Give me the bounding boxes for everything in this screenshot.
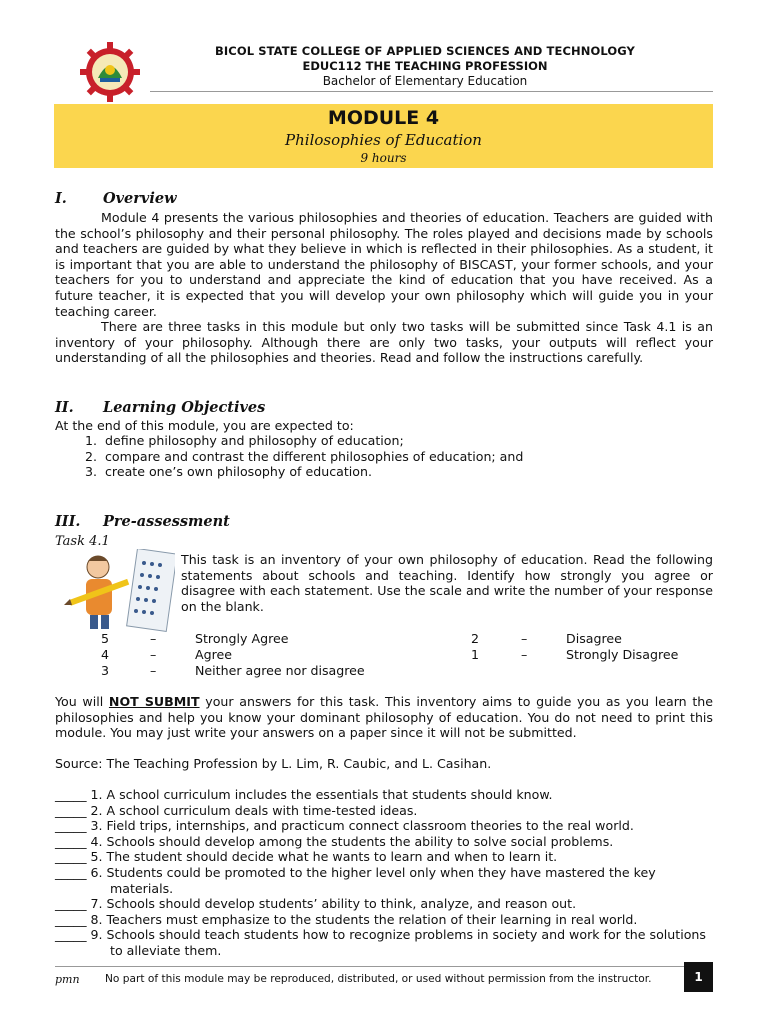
list-item: 2. compare and contrast the different philosophies of education; and bbox=[101, 449, 741, 465]
section-preassessment-heading bbox=[55, 513, 230, 530]
scale-dash: – bbox=[150, 647, 157, 662]
inventory-statements bbox=[55, 787, 713, 959]
course-title: EDUC112 THE TEACHING PROFESSION bbox=[302, 59, 548, 73]
scale-dash: – bbox=[150, 663, 157, 678]
scale-dash: – bbox=[150, 631, 157, 646]
section-title: Overview bbox=[103, 190, 177, 207]
source-citation: Source: The Teaching Profession by L. Lim, R. Caubic, and L. Casihan. bbox=[55, 756, 492, 771]
scale-number: 3 bbox=[101, 663, 110, 678]
scale-dash: – bbox=[521, 631, 528, 646]
objectives-intro: At the end of this module, you are expected to: bbox=[55, 418, 354, 433]
list-item bbox=[55, 896, 713, 912]
overview-paragraph-2: There are three tasks in this module but only two tasks will be submitted since Task 4.1 is an inventory of your philosophy. Although there are only two tasks, your outputs will reflect your understanding of all the philosophies and theories. Read and follow the instructions carefully. bbox=[55, 319, 713, 366]
statement-text: _____ 5. The student should decide what he wants to learn and when to learn it. bbox=[55, 849, 558, 865]
statement-text: _____ 2. A school curriculum deals with time-tested ideas. bbox=[55, 802, 418, 818]
statement-text: _____ 7. Schools should develop students’ ability to think, analyze, and reason out. bbox=[55, 896, 577, 912]
copyright-notice: No part of this module may be reproduced, distributed, or used without permission from the instructor. bbox=[105, 973, 652, 985]
list-item bbox=[55, 834, 713, 850]
scale-label: Neither agree nor disagree bbox=[195, 663, 365, 678]
module-number: MODULE 4 bbox=[327, 107, 440, 129]
statement-text: _____ 9. Schools should teach students how to recognize problems in society and work for the solutions bbox=[55, 927, 706, 943]
list-item bbox=[55, 818, 713, 834]
list-item bbox=[55, 912, 713, 928]
program-name: Bachelor of Elementary Education bbox=[322, 74, 528, 88]
objectives-list bbox=[55, 433, 741, 480]
author-signature: pmn bbox=[55, 973, 80, 986]
section-number: III. bbox=[55, 513, 81, 530]
submission-note bbox=[55, 694, 713, 741]
note-text: your answers for this task. This inventory aims to guide you as you learn the philosophies and help you know your dominant philosophy of education. You do not need to print this module. You may just write your answers on a paper since it will not be submitted. bbox=[55, 694, 713, 741]
scale-number: 2 bbox=[471, 631, 480, 646]
task-instructions: This task is an inventory of your own philosophy of education. Read the following statements about schools and teaching. Identify how strongly you agree or disagree with each statement. Use the scale and write the number of your response on the blank. bbox=[181, 552, 713, 614]
section-overview-heading bbox=[55, 190, 177, 207]
module-hours: 9 hours bbox=[360, 151, 407, 165]
module-banner bbox=[54, 104, 713, 168]
statement-text: _____ 8. Teachers must emphasize to the students the relation of their learning in real world. bbox=[55, 911, 638, 927]
list-item bbox=[55, 849, 713, 865]
statement-text: _____ 1. A school curriculum includes the essentials that students should know. bbox=[55, 787, 553, 802]
section-number: II. bbox=[55, 399, 74, 416]
college-seal-icon bbox=[78, 40, 142, 104]
scale-label: Strongly Agree bbox=[195, 631, 289, 646]
overview-paragraph-1: Module 4 presents the various philosophies and theories of education. Teachers are guided with the school’s philosophy and their personal philosophy. The roles played and decisions made by schools and teachers are guided by what they believe in which is reflected in their philosophies. As a student, it is important that you are able to understand the philosophy of BISCAST, your former schools, and your teachers for you to understand and appreciate the kind of education that you have received. As a future teacher, it is expected that you will develop your own philosophy which will guide you in your teaching career. bbox=[55, 210, 713, 319]
list-item bbox=[55, 787, 713, 803]
scale-label: Strongly Disagree bbox=[566, 647, 679, 662]
statement-text: _____ 6. Students could be promoted to the higher level only when they have mastered the key bbox=[55, 864, 656, 880]
scale-label: Disagree bbox=[566, 631, 622, 646]
list-item bbox=[55, 803, 713, 819]
list-item bbox=[55, 865, 713, 896]
scale-number: 5 bbox=[101, 631, 110, 646]
section-title: Learning Objectives bbox=[103, 399, 266, 416]
scale-dash: – bbox=[521, 647, 528, 662]
section-title: Pre-assessment bbox=[103, 513, 230, 530]
statement-continuation: to alleviate them. bbox=[110, 942, 222, 958]
institution-name: BICOL STATE COLLEGE OF APPLIED SCIENCES AND TECHNOLOGY bbox=[215, 44, 635, 58]
list-item: 3. create one’s own philosophy of education. bbox=[101, 464, 741, 480]
statement-text: _____ 4. Schools should develop among the students the ability to solve social problems. bbox=[55, 833, 614, 849]
section-number: I. bbox=[55, 190, 67, 207]
student-with-pencil-illustration bbox=[60, 549, 175, 633]
task-label: Task 4.1 bbox=[55, 534, 110, 549]
statement-text: _____ 3. Field trips, internships, and practicum connect classroom theories to the real world. bbox=[55, 818, 634, 834]
list-item: 1. define philosophy and philosophy of education; bbox=[101, 433, 741, 449]
scale-number: 1 bbox=[471, 647, 480, 662]
header-divider bbox=[150, 91, 713, 92]
footer-divider bbox=[55, 966, 713, 967]
statement-continuation: materials. bbox=[110, 880, 174, 896]
scale-number: 4 bbox=[101, 647, 110, 662]
page-number: 1 bbox=[684, 962, 713, 992]
scale-label: Agree bbox=[195, 647, 233, 662]
section-objectives-heading bbox=[55, 399, 265, 416]
note-text: You will bbox=[55, 694, 109, 709]
list-item bbox=[55, 927, 713, 958]
module-title: Philosophies of Education bbox=[285, 131, 482, 149]
not-submit-emphasis: NOT SUBMIT bbox=[108, 694, 200, 709]
